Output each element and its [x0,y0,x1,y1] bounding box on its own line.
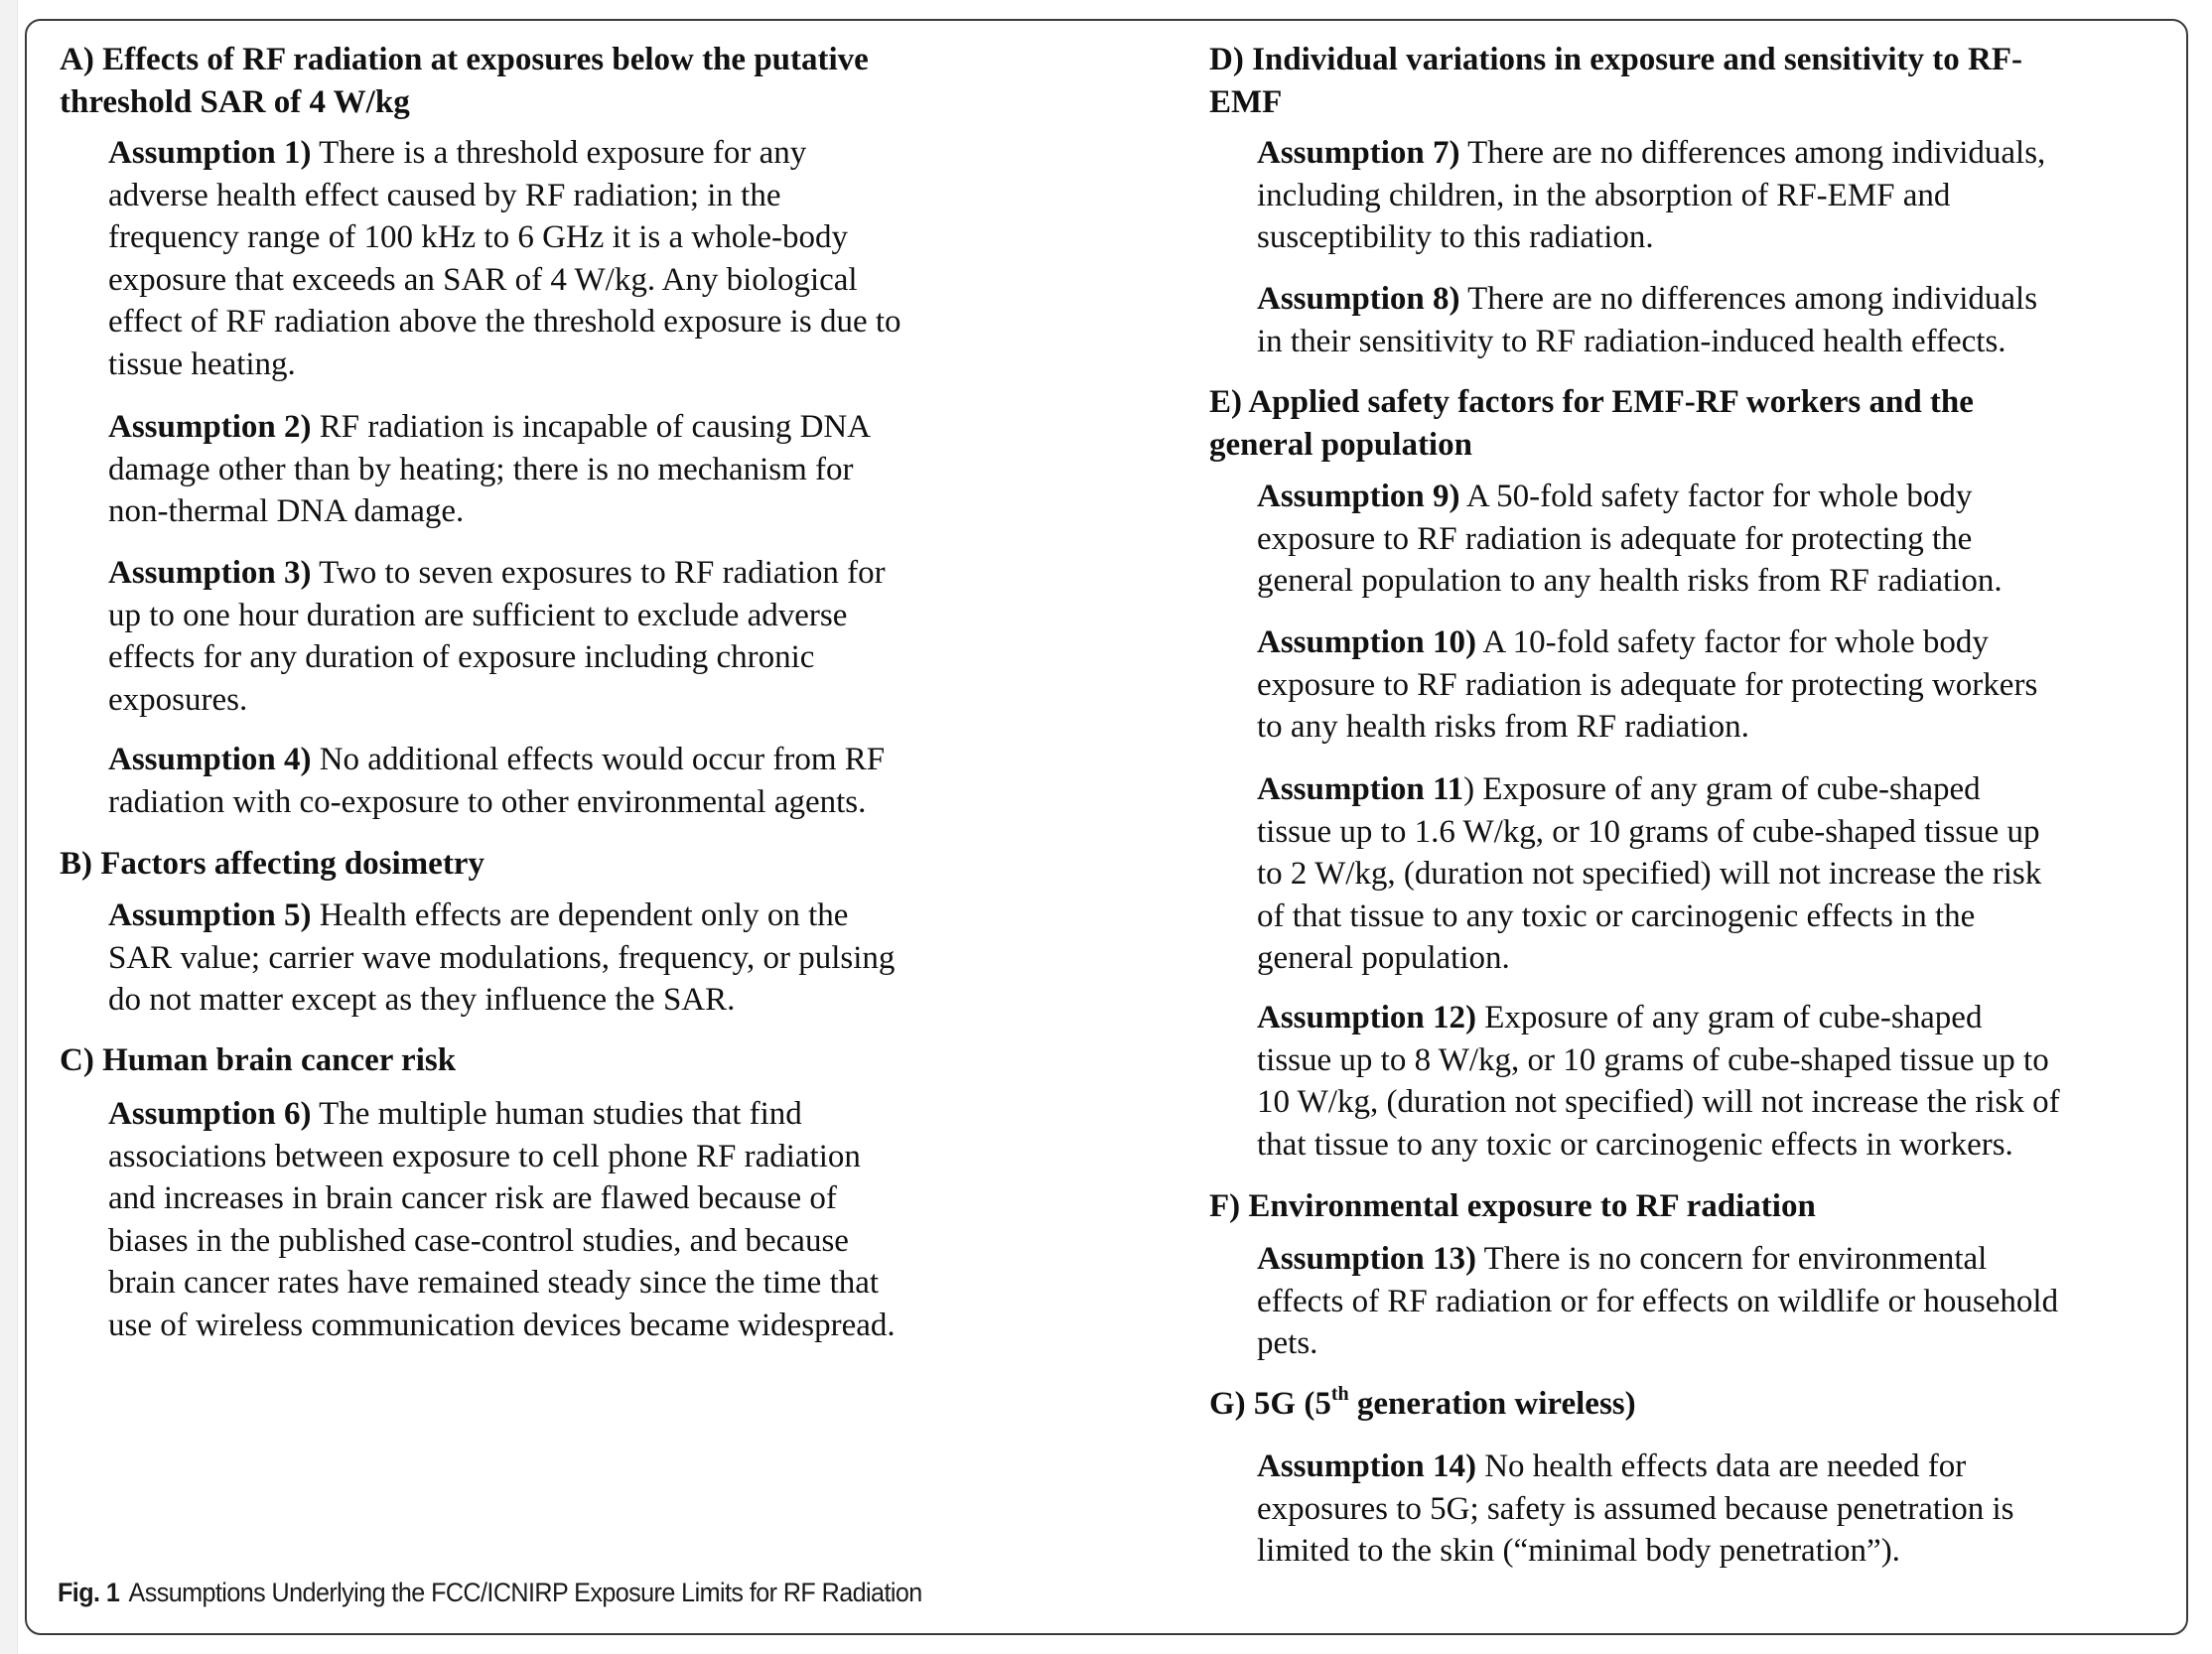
assumption-text: associations between exposure to cell phone RF radiation [108,1138,861,1174]
heading-line: EMF [1209,83,1283,120]
assumption-14 [1257,1446,2013,1573]
assumption-label: Assumption 8) [1257,281,1460,317]
assumption-text: that tissue to any toxic or carcinogenic effects in workers. [1257,1126,2013,1163]
assumption-text: exposure to RF radiation is adequate for protecting workers [1257,666,2038,703]
assumption-text: tissue heating. [108,345,296,382]
heading-line: B) Factors affecting dosimetry [60,846,484,882]
assumption-text: in their sensitivity to RF radiation-induced health effects. [1257,323,2006,359]
assumption-text: limited to the skin (“minimal body penetration”). [1257,1533,1900,1569]
assumption-text: brain cancer rates have remained steady since the time that [108,1265,880,1301]
heading-line: E) Applied safety factors for EMF-RF workers and the [1209,384,1974,420]
assumption-label: Assumption 7) [1257,135,1460,171]
assumption-text: 10 W/kg, (duration not specified) will not increase the risk of [1257,1084,2060,1120]
heading-text: G) 5G (5 [1209,1386,1331,1422]
assumption-text: The multiple human studies that find [311,1096,802,1132]
assumption-text: A 50-fold safety factor for whole body [1459,479,1973,514]
assumption-text: non-thermal DNA damage. [108,493,465,529]
assumption-9 [1257,476,2003,603]
assumption-text: exposures to 5G; safety is assumed because penetration is [1257,1490,2014,1527]
assumption-text: There are no differences among individuals [1459,281,2038,317]
assumption-label: Assumption 13) [1257,1241,1476,1277]
assumption-label: Assumption 5) [108,897,312,933]
assumption-text: to 2 W/kg, (duration not specified) will not increase the risk [1257,856,2042,892]
assumption-text: use of wireless communication devices became widespread. [108,1307,896,1343]
assumption-text: effects of RF radiation or for effects on wildlife or household [1257,1283,2059,1319]
assumption-text: including children, in the absorption of RF-EMF and [1257,177,1951,213]
assumption-text: and increases in brain cancer risk are flawed because of [108,1180,837,1216]
assumption-8 [1257,278,2037,362]
assumption-label: Assumption 3) [108,555,312,591]
assumption-6 [108,1093,896,1346]
assumption-text: radiation with co-exposure to other environmental agents. [108,783,867,820]
heading-line: C) Human brain cancer risk [60,1042,457,1078]
assumption-label: Assumption 4) [108,742,312,777]
section-a-heading [60,39,869,123]
assumption-text: SAR value; carrier wave modulations, frequency, or pulsing [108,939,896,976]
assumption-text: exposure to RF radiation is adequate for protecting the [1257,520,1973,557]
heading-line: A) Effects of RF radiation at exposures below the putative [60,42,869,77]
assumption-text: Two to seven exposures to RF radiation for [311,555,886,591]
section-b-heading [60,843,484,886]
assumption-text: general population to any health risks from RF radiation. [1257,563,2003,599]
assumption-text: to any health risks from RF radiation. [1257,709,1749,745]
assumption-text: No health effects data are needed for [1475,1448,1967,1484]
assumption-text: There is no concern for environmental [1475,1241,1988,1277]
assumption-text: tissue up to 1.6 W/kg, or 10 grams of cube-shaped tissue up [1257,813,2040,850]
section-d-heading [1209,39,2022,123]
assumption-text: susceptibility to this radiation. [1257,219,1654,255]
assumption-text: general population. [1257,940,1510,976]
assumption-label: Assumption 2) [108,409,312,445]
figure-label: Fig. 1 [58,1578,120,1607]
section-c-heading [60,1039,456,1082]
assumption-text: frequency range of 100 kHz to 6 GHz it is a whole-body [108,219,849,255]
assumption-13 [1257,1238,2058,1365]
assumption-1 [108,132,901,385]
assumption-text: adverse health effect caused by RF radiation; in the [108,177,781,213]
assumption-text: do not matter except as they influence the SAR. [108,982,736,1018]
assumption-10 [1257,621,2037,749]
section-g-heading [1209,1383,1636,1426]
section-f-heading [1209,1185,1816,1228]
assumption-text: There is a threshold exposure for any [311,135,807,171]
assumption-text: RF radiation is incapable of causing DNA [311,409,872,445]
assumption-7 [1257,132,2045,259]
assumption-2 [108,406,871,533]
assumption-label: Assumption 14) [1257,1448,1476,1484]
heading-line: general population [1209,426,1472,463]
heading-text: generation wireless) [1348,1386,1636,1422]
page-margin-strip [0,0,18,1654]
heading-line: F) Environmental exposure to RF radiation [1209,1188,1816,1224]
assumption-text: Exposure of any gram of cube-shaped [1475,1000,1983,1035]
assumption-label: Assumption 9) [1257,479,1460,514]
assumption-text: A 10-fold safety factor for whole body [1475,624,1989,660]
assumption-11 [1257,768,2041,980]
figure-caption [58,1577,922,1608]
assumption-text: of that tissue to any toxic or carcinogenic effects in the [1257,897,1976,934]
assumption-text: Health effects are dependent only on the [311,897,849,933]
assumption-4 [108,739,885,823]
assumption-text: exposures. [108,681,248,718]
assumption-3 [108,552,886,721]
assumption-text: up to one hour duration are sufficient to exclude adverse [108,597,848,633]
assumption-text: No additional effects would occur from RF [311,742,886,777]
assumption-text: There are no differences among individuals, [1459,135,2046,171]
heading-line: D) Individual variations in exposure and sensitivity to RF- [1209,42,2023,77]
assumption-text: effects for any duration of exposure including chronic [108,639,815,675]
assumption-text: effect of RF radiation above the threshold exposure is due to [108,304,901,340]
figure-caption-text: Assumptions Underlying the FCC/ICNIRP Exposure Limits for RF Radiation [128,1578,922,1607]
assumption-text: ) Exposure of any gram of cube-shaped [1463,771,1981,807]
assumption-text: biases in the published case-control studies, and because [108,1222,849,1259]
assumption-text: exposure that exceeds an SAR of 4 W/kg. Any biological [108,261,858,298]
assumption-5 [108,895,895,1022]
heading-line: threshold SAR of 4 W/kg [60,83,410,120]
assumption-text: pets. [1257,1325,1318,1361]
assumption-label: Assumption 12) [1257,1000,1476,1035]
assumption-text: tissue up to 8 W/kg, or 10 grams of cube-shaped tissue up to [1257,1041,2049,1078]
assumption-label: Assumption 6) [108,1096,312,1132]
assumption-12 [1257,997,2060,1166]
assumption-label: Assumption 10) [1257,624,1476,660]
assumption-text: damage other than by heating; there is no mechanism for [108,451,854,487]
section-e-heading [1209,381,1974,466]
ordinal-superscript: th [1330,1383,1349,1405]
assumption-label: Assumption 11 [1257,771,1464,807]
assumption-label: Assumption 1) [108,135,312,171]
